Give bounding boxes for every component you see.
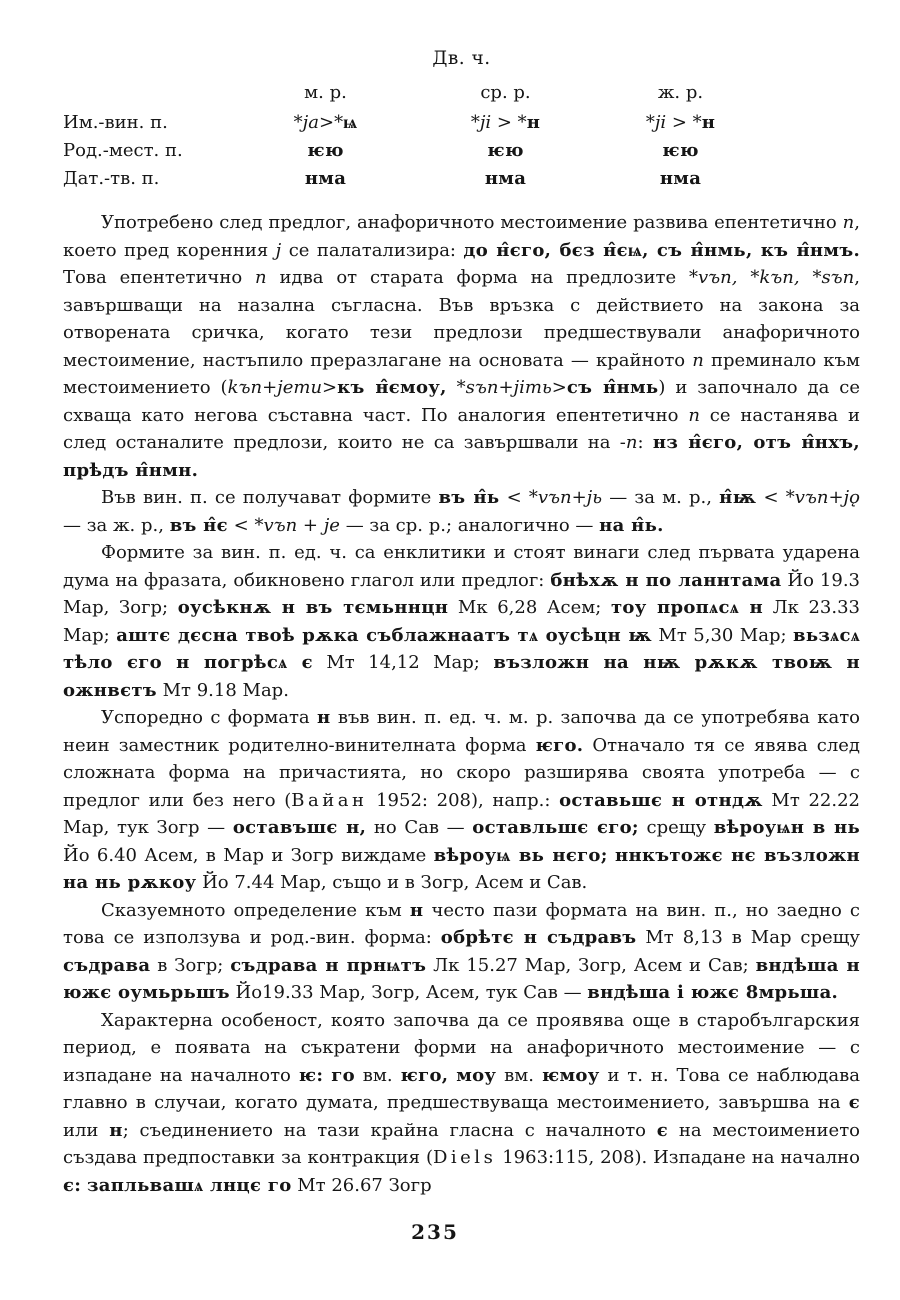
text-run: преминало към местоимението ( [63, 349, 860, 398]
text-run: но Сав — [366, 817, 473, 838]
table-cell [418, 165, 593, 193]
table-cell [418, 109, 593, 137]
ocs-text-run: н [526, 112, 541, 133]
ocs-text-run: є: [63, 1174, 82, 1196]
text-run: ) и започнало да се схваща като негова съставна част. По аналогия епентетично [63, 377, 860, 426]
text-run: срещу [638, 817, 714, 838]
ocs-text-run: ѥго, [400, 1064, 449, 1086]
ocs-text-run: ннкътожє нє възложн на нь рѫкоу [63, 844, 861, 893]
ocs-text-run: вндѣша н южє оумьрьшъ [63, 954, 860, 1003]
text-run: < [227, 514, 255, 536]
ocs-text-run: вѣроуѩ вь нєго; [433, 844, 608, 866]
text-run: 1952: 208), напр.: [367, 789, 560, 811]
table-header-feminine: ж. р. [657, 82, 704, 103]
ocs-text-run: възложн на нѭ рѫкѫ твоѭ н ожнвєтъ [63, 652, 860, 701]
latin-italic-run: *ji > * [645, 112, 702, 133]
table-cell [593, 109, 768, 137]
text-run: се настанява и след останалите предлози, които не са завършвали на - [63, 404, 860, 453]
text-run: Характерна особеност, която започва да се проявява още в старобългарския период, е появата на съкратени форми на анафоричното местоимение — с изпадане на началното [63, 1009, 860, 1086]
latin-italic-run: *vъn+jǫ [785, 487, 860, 508]
ocs-text-run: нма [659, 168, 702, 189]
text-run: Мт 9.18 Мар. [156, 679, 289, 701]
ocs-text-run: тоу пропѧсѧ н [610, 597, 763, 618]
ocs-text-run: оставъшє н, [232, 817, 367, 838]
text-run: идва от старата форма на предлозите [266, 267, 690, 288]
text-run: Йо 6.40 Асем, в Мар и Зогр виждаме [63, 844, 434, 866]
text-run: Лк 23.33 Мар; [63, 597, 861, 646]
ocs-text-run: запльвашѧ лнцє го [86, 1174, 292, 1196]
paragraph [63, 704, 860, 897]
paragraph [63, 1007, 860, 1200]
text-run: , завършващи на назална съгласна. Във връзка с действието на закона за отворената сричка, когато тези предлози предшествували анафоричното местоимение, настъпило преразлагане на основата — крайното [63, 267, 861, 371]
text-run: Успоредно с формата [101, 707, 317, 728]
ocs-text-run: нз н̂єго, отъ н̂нхъ, прѣдъ н̂нмн. [63, 432, 860, 481]
ocs-text-run: ѥмоу [541, 1064, 600, 1086]
table-row [63, 165, 860, 193]
table-header-neuter: ср. р. [480, 82, 531, 103]
table-cell [593, 165, 768, 193]
text-run: 1963:115, 208). Изпадане на начално [496, 1147, 860, 1168]
ocs-text-run: къ н̂ємоу, [337, 377, 447, 398]
text-run: : [637, 432, 653, 453]
table-header-empty [63, 79, 233, 107]
text-run: Мт 8,13 в Мар срещу [636, 927, 861, 948]
ocs-text-run: бнѣхѫ н по ланнтама [550, 569, 782, 591]
text-run: — за ср. р.; аналогично — [339, 514, 600, 536]
paragraph [63, 209, 860, 484]
latin-italic-run: n [255, 267, 267, 288]
latin-italic-run: kъn+jemu> [227, 377, 338, 398]
text-run: и т. н. Това се наблюдава главно в случаи, когато думата, предшествуваща местоимението, завършва на [63, 1064, 860, 1113]
text-run: Йо 7.44 Мар, също и в Зогр, Асем и Сав. [196, 872, 588, 893]
text-run: Употребено след предлог, анафоричното местоимение развива епентетично [101, 212, 843, 233]
ocs-text-run: въ н̂ь [438, 487, 500, 508]
letterspaced-name-run: Вайан [291, 789, 368, 811]
ocs-text-run: н [701, 112, 716, 133]
text-run: Сказуемното определение към [101, 899, 410, 921]
ocs-text-run: съдрава [63, 954, 151, 976]
body-text [63, 209, 860, 1199]
row-label: Род.-мест. п. [63, 140, 183, 161]
text-run: — за ж. р., [63, 514, 170, 536]
page-number: 235 [411, 1220, 459, 1244]
text-run: Отначало тя се явява след сложната форма на причастията, но скоро разширява своята употреба — с предлог или без него ( [63, 734, 861, 811]
text-run: < [756, 487, 786, 508]
ocs-text-run: ѩ [343, 112, 358, 133]
ocs-text-run: оусѣкнѫ н въ тємьннцн [177, 597, 449, 618]
latin-italic-run: n [842, 212, 855, 233]
ocs-text-run: н [409, 899, 424, 921]
text-run: Мт 14,12 Мар; [312, 652, 494, 673]
ocs-text-run: ѥю [662, 140, 699, 161]
ocs-text-run: го [331, 1064, 355, 1086]
text-run: или [63, 1119, 110, 1141]
ocs-text-run: нма [484, 168, 527, 189]
table-cell [233, 137, 418, 165]
latin-italic-run: *vъn+jь [528, 487, 603, 508]
latin-italic-run: n [625, 432, 638, 453]
text-run: в Зогр; [150, 954, 231, 976]
declension-table [63, 0, 860, 193]
text-run [448, 1065, 456, 1086]
text-run: Мт 26.67 Зогр [291, 1174, 432, 1196]
ocs-text-run: н̂ѭ [719, 487, 757, 508]
ocs-text-run: аштє дєсна твоѣ рѫка съблажнаатъ тѧ оусѣцн ѭ [116, 624, 652, 646]
text-run: вм. [496, 1064, 542, 1086]
ocs-text-run: н [109, 1119, 123, 1141]
paragraph [63, 897, 860, 1007]
ocs-text-run: є [848, 1092, 860, 1113]
ocs-text-run: съ н̂нмь [566, 377, 659, 398]
ocs-text-run: оставльшє єго; [472, 817, 639, 838]
latin-italic-run: j [275, 239, 282, 261]
latin-italic-run: n [688, 404, 700, 426]
text-run: Формите за вин. п. ед. ч. са енклитики и стоят винаги след първата ударена дума на фразата, обикновено глагол или предлог: [63, 542, 860, 591]
ocs-text-run: до н̂єго, бєз н̂єѩ, съ н̂нмь, къ н̂нмъ. [463, 239, 861, 261]
table-row [63, 109, 860, 137]
text-run: — за м. р., [602, 487, 720, 508]
text-run: Йо19.33 Мар, Зогр, Асем, тук Сав — [229, 982, 588, 1003]
text-run: Това епентетично [63, 267, 256, 288]
text-run: , което пред коренния [63, 212, 860, 261]
ocs-text-run: ѥго. [535, 734, 584, 756]
ocs-text-run: оставьшє н отндѫ [559, 789, 763, 811]
table-header-masculine: м. р. [304, 82, 347, 103]
table-header-row [63, 79, 860, 107]
text-run: Мт 5,30 Мар; [651, 624, 794, 646]
ocs-text-run: ѥю [487, 140, 524, 161]
ocs-text-run: на н̂ь. [599, 514, 664, 536]
table-row [63, 137, 860, 165]
table-cell [593, 137, 768, 165]
table-cell [418, 137, 593, 165]
ocs-text-run: вндѣша і южє 8мрьша. [587, 982, 839, 1003]
text-run: във вин. п. ед. ч. м. р. започва да се употребява като неин заместник родително-винителната форма [63, 707, 860, 756]
ocs-text-run: вьзѧсѧ тѣло єго н погрѣсѧ є [63, 624, 861, 673]
letterspaced-name-run: Diels [432, 1147, 497, 1168]
ocs-text-run: є [656, 1119, 669, 1141]
latin-italic-run: *vъn + je [254, 514, 340, 536]
text-run: Лк 15.27 Мар, Зогр, Асем и Сав; [426, 954, 756, 976]
text-run: Във вин. п. се получават формите [101, 487, 439, 508]
latin-italic-run: *vъn, *kъn, *sъn [689, 267, 855, 288]
paragraph [63, 484, 860, 539]
text-run [447, 377, 457, 398]
ocs-text-run: съдрава н прнѩтъ [230, 954, 427, 976]
text-run: ; съединението на тази крайна гласна с началното [122, 1119, 657, 1141]
text-run: често пази формата на вин. п., но заедно с това се използува и род.-вин. форма: [63, 899, 860, 948]
text-run: Мт 22.22 Мар, тук Зогр — [63, 789, 860, 838]
table-title: Дв. ч. [432, 48, 491, 69]
ocs-text-run: ѥю [307, 140, 344, 161]
ocs-text-run: вѣроуѩн в нь [713, 817, 860, 838]
text-run: вм. [354, 1064, 401, 1086]
table-cell [233, 109, 418, 137]
text-run: < [499, 487, 529, 508]
latin-italic-run: *ji > * [470, 112, 527, 133]
text-run: се палатализира: [281, 239, 464, 261]
row-label: Дат.-тв. п. [63, 168, 160, 189]
ocs-text-run: ѥ: [298, 1064, 324, 1086]
text-run [608, 845, 615, 866]
table-rows [63, 109, 860, 193]
text-run: Мк 6,28 Асем; [448, 597, 611, 618]
latin-italic-run: *sъn+jimь> [456, 377, 567, 398]
latin-italic-run: *ja>* [293, 112, 344, 133]
page-content [63, 0, 860, 1199]
text-run: Йо 19.3 Мар, Зогр; [63, 569, 861, 618]
text-run: на местоимението създава предпоставки за контракция ( [63, 1119, 860, 1168]
ocs-text-run: обрѣтє н съдравъ [440, 927, 637, 948]
row-label: Им.-вин. п. [63, 112, 168, 133]
latin-italic-run: n [692, 349, 704, 371]
ocs-text-run: моу [456, 1064, 497, 1086]
ocs-text-run: въ н̂є [169, 514, 228, 536]
paragraph [63, 539, 860, 704]
table-cell [233, 165, 418, 193]
ocs-text-run: н [317, 707, 331, 728]
ocs-text-run: нма [304, 168, 347, 189]
